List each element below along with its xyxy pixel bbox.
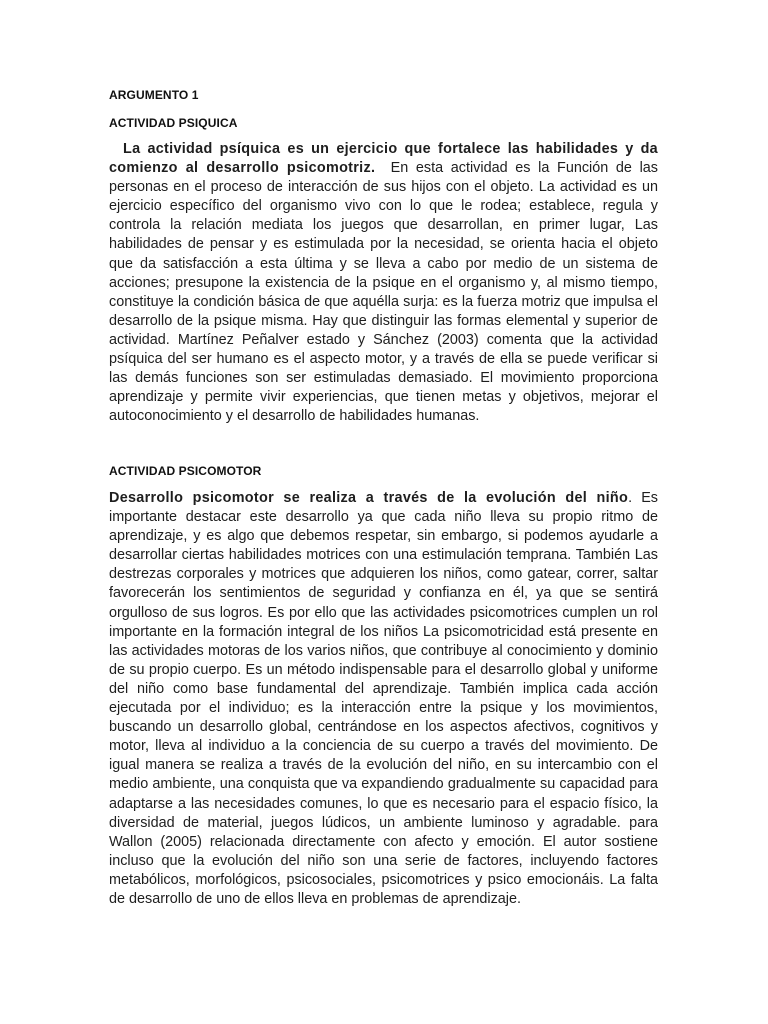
paragraph-lead-bold: La actividad psíquica es un ejercicio que fortalece las habilidades y da comienzo al desarrollo psicomotriz. (109, 141, 658, 177)
section-heading-actividad-psicomotor: ACTIVIDAD PSICOMOTOR (109, 464, 262, 478)
argument-heading: ARGUMENTO 1 (109, 88, 199, 102)
paragraph-body: En esta actividad es la Función de las personas en el proceso de interacción de sus hijos con el objeto. La actividad es un ejercicio específico del organismo vivo con lo que le rodea; establece, regula y controla la relación mediata los juegos que desarrollan, en primer lugar, Las habilidades de pensar y es estimulada por la necesidad, se orienta hacia el objeto que da satisfacción a esta última y se lleva a cabo por medio de un sistema de acciones; presupone la existencia de la psique en el organismo y, al mismo tiempo, constituye la condición básica de que aquélla surja: es la fuerza motriz que impulsa el desarrollo de la psique misma. Hay que distinguir las formas elemental y superior de actividad. Martínez Peñalver estado y Sánchez (2003) comenta que la actividad psíquica del ser humano es el aspecto motor, y a través de ella se puede verificar si las demás funciones son ser estimuladas demasiado. El movimiento proporciona aprendizaje y permite vivir experiencias, que tienen metas y objetivos, mejorar el autoconocimiento y el desarrollo de habilidades humanas. (109, 160, 658, 425)
paragraph-lead-bold: Desarrollo psicomotor se realiza a través de la evolución del niño (109, 490, 629, 506)
paragraph-actividad-psiquica (109, 140, 658, 426)
paragraph-actividad-psicomotor (109, 489, 658, 909)
section-heading-actividad-psiquica: ACTIVIDAD PSIQUICA (109, 116, 238, 130)
paragraph-body: . Es importante destacar este desarrollo ya que cada niño lleva su propio ritmo de aprendizaje, y es algo que debemos respetar, sin embargo, si podemos ayudarle a desarrollar ciertas habilidades motrices con una estimulación temprana. También Las destrezas corporales y motrices que adquieren los niños, como gatear, correr, saltar favorecerán los sentimientos de seguridad y confianza en él, ya que se sentirá orgulloso de sus logros. Es por ello que las actividades psicomotrices cumplen un rol importante en la formación integral de los niños La psicomotricidad está presente en las actividades motoras de los varios niños, que contribuye al conocimiento y dominio de su propio cuerpo. Es un método indispensable para el desarrollo global y uniforme del niño como base fundamental del aprendizaje. También implica cada acción ejecutada por el individuo; es la interacción entre la psique y los movimientos, buscando un desarrollo global, centrándose en los aspectos afectivos, cognitivos y motor, lleva al individuo a la conciencia de su cuerpo a través del movimiento. De igual manera se realiza a través de la evolución del niño, en su intercambio con el medio ambiente, una conquista que va expandiendo gradualmente su capacidad para adaptarse a las necesidades comunes, lo que es necesario para el espacio físico, la diversidad de material, juegos lúdicos, un ambiente luminoso y agradable. para Wallon (2005) relacionada directamente con afecto y emoción. El autor sostiene incluso que la evolución del niño son una serie de factores, incluyendo factores metabólicos, morfológicos, psicosociales, psicomotrices y psico emocionáis. La falta de desarrollo de uno de ellos lleva en problemas de aprendizaje. (109, 490, 658, 907)
